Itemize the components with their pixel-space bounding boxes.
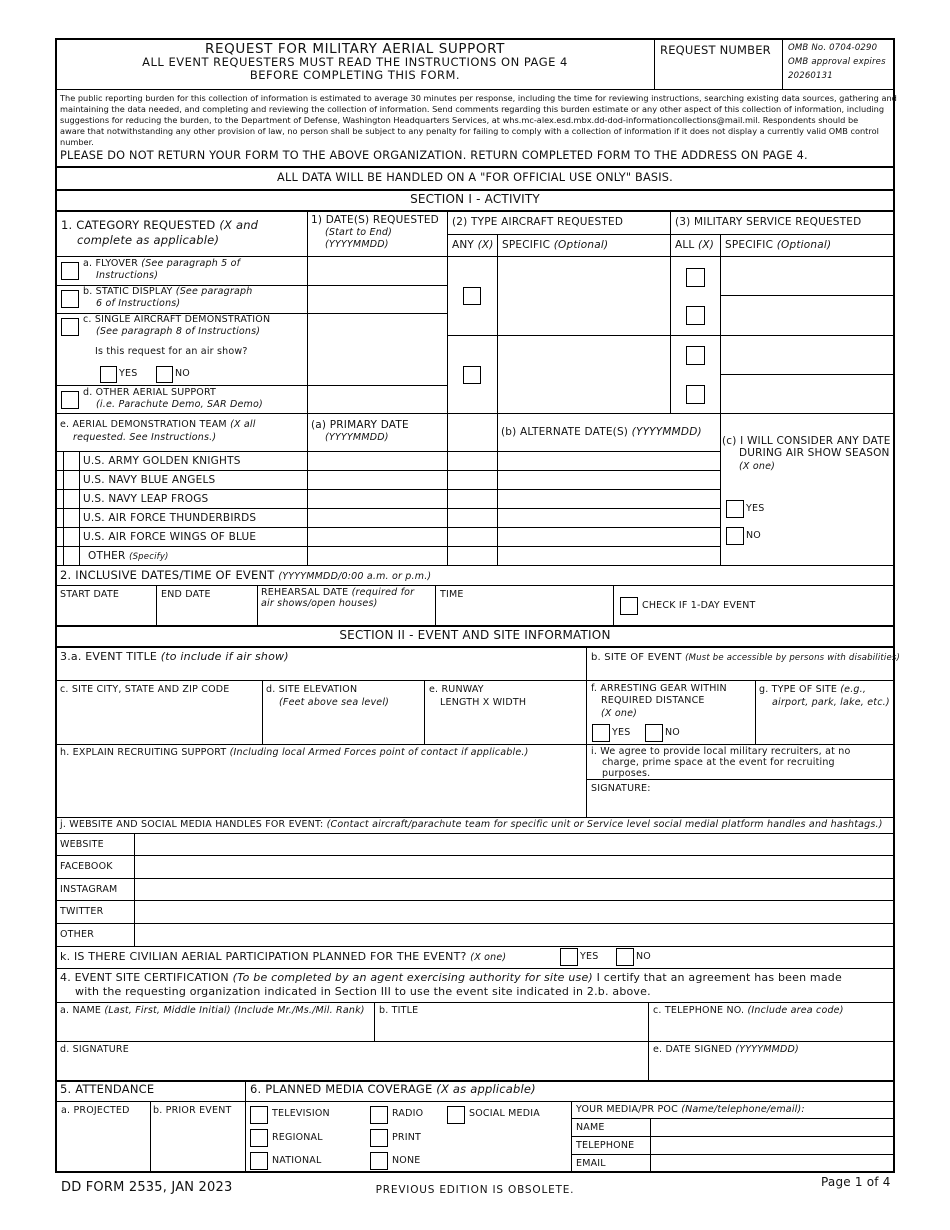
demo-team-sub: requested. See Instructions.): [73, 432, 217, 443]
instagram-label: INSTAGRAM: [60, 884, 118, 895]
team-blue-angels: U.S. NAVY BLUE ANGELS: [83, 474, 216, 486]
runway-label: e. RUNWAY: [429, 684, 484, 695]
service-all-checkbox-2[interactable]: [686, 306, 705, 325]
website-social-label: j. WEBSITE AND SOCIAL MEDIA HANDLES FOR EVENT: (Contact aircraft/parachute team for specific unit or Service level social medial platform handles and hashtags.): [60, 819, 883, 830]
site-cert-label: 4. EVENT SITE CERTIFICATION (To be completed by an agent exercising authority for site use) I certify that an agreement has been made: [60, 971, 842, 984]
category-requested-label: 1. CATEGORY REQUESTED (X and: [61, 218, 259, 232]
poc-email-label: EMAIL: [576, 1158, 606, 1169]
prior-event-label: b. PRIOR EVENT: [153, 1105, 232, 1116]
gear-no-checkbox[interactable]: [645, 724, 663, 742]
all-label: ALL (X): [675, 239, 715, 251]
site-of-event-label: b. SITE OF EVENT (Must be accessible by persons with disabilities): [591, 652, 901, 663]
civilian-yes-checkbox[interactable]: [560, 948, 578, 966]
facebook-label: FACEBOOK: [60, 861, 113, 872]
flyover-label: a. FLYOVER (See paragraph 5 of: [83, 258, 241, 269]
air-show-question: Is this request for an air show?: [95, 346, 248, 357]
omb-number: OMB No. 0704-0290: [788, 43, 878, 53]
consider-any-date-3: (X one): [739, 461, 776, 472]
consider-any-date-1: (c) I WILL CONSIDER ANY DATE: [722, 435, 891, 447]
radio-checkbox[interactable]: [370, 1106, 388, 1124]
consider-any-date-2: DURING AIR SHOW SEASON: [739, 447, 890, 459]
team-wings-of-blue: U.S. AIR FORCE WINGS OF BLUE: [83, 531, 257, 543]
gear-yes-checkbox[interactable]: [592, 724, 610, 742]
website-field[interactable]: [136, 834, 894, 855]
site-elevation-label: d. SITE ELEVATION: [266, 684, 358, 695]
request-number-field[interactable]: [656, 60, 780, 88]
any-label: ANY (X): [452, 239, 494, 251]
national-label: NATIONAL: [272, 1155, 322, 1166]
static-display-label: b. STATIC DISPLAY (See paragraph: [83, 286, 253, 297]
single-demo-checkbox[interactable]: [61, 318, 79, 336]
inclusive-dates-label: 2. INCLUSIVE DATES/TIME OF EVENT (YYYYMMDD/0:00 a.m. or p.m.): [60, 568, 432, 582]
burden-line-4: aware that notwithstanding any other provision of law, no person shall be subject to any penalty for failing to comply with a collection of information if it does not display a currently valid OMB control: [60, 126, 879, 136]
burden-line-5: number.: [60, 137, 94, 147]
poc-name-field[interactable]: [652, 1119, 894, 1135]
social-media-checkbox[interactable]: [447, 1106, 465, 1124]
flyover-checkbox[interactable]: [61, 262, 79, 280]
site-type-sub: airport, park, lake, etc.): [772, 697, 890, 708]
dates-requested-sub2: (YYYYMMDD): [325, 239, 389, 250]
recruiter-agree-3: purposes.: [602, 768, 651, 779]
one-day-checkbox[interactable]: [620, 597, 638, 615]
runway-sub: LENGTH X WIDTH: [440, 697, 527, 708]
site-elevation-sub: (Feet above sea level): [279, 697, 390, 708]
single-demo-label: c. SINGLE AIRCRAFT DEMONSTRATION: [83, 314, 271, 325]
gear-no-label: NO: [665, 727, 680, 738]
consider-yes-label: YES: [746, 503, 765, 514]
cert-name-label: a. NAME (Last, First, Middle Initial) (Include Mr./Ms./Mil. Rank): [60, 1005, 365, 1016]
omb-expires: OMB approval expires: [788, 57, 886, 67]
civilian-no-checkbox[interactable]: [616, 948, 634, 966]
site-type-label: g. TYPE OF SITE (e.g.,: [759, 684, 867, 695]
dates-requested-sub1: (Start to End): [325, 227, 393, 238]
cert-date-signed-label: e. DATE SIGNED (YYYYMMDD): [653, 1044, 799, 1055]
fouo-notice: ALL DATA WILL BE HANDLED ON A "FOR OFFICIAL USE ONLY" BASIS.: [277, 171, 673, 184]
regional-checkbox[interactable]: [250, 1129, 268, 1147]
social-media-label: SOCIAL MEDIA: [469, 1108, 540, 1119]
service-all-checkbox-3[interactable]: [686, 346, 705, 365]
none-checkbox[interactable]: [370, 1152, 388, 1170]
start-date-label: START DATE: [60, 589, 120, 600]
burden-line-2: maintaining the data needed, and completing and reviewing the collection of information. Send comments regarding this burden estimate or any other aspect of this collection of information, including: [60, 104, 885, 114]
civilian-participation-label: k. IS THERE CIVILIAN AERIAL PARTICIPATION PLANNED FOR THE EVENT? (X one): [60, 950, 507, 963]
primary-date-sub: (YYYYMMDD): [325, 432, 389, 443]
air-show-yes-label: YES: [119, 368, 138, 379]
team-thunderbirds: U.S. AIR FORCE THUNDERBIRDS: [83, 512, 257, 524]
demo-team-label: e. AERIAL DEMONSTRATION TEAM (X all: [60, 419, 256, 430]
aircraft-any-checkbox-1[interactable]: [463, 287, 481, 305]
omb-expires-date: 20260131: [788, 71, 833, 81]
consider-yes-checkbox[interactable]: [726, 500, 744, 518]
section-2-title: SECTION II - EVENT AND SITE INFORMATION: [339, 628, 611, 642]
other-support-sub: (i.e. Parachute Demo, SAR Demo): [96, 399, 263, 410]
flyover-label-2: Instructions): [96, 270, 159, 281]
rehearsal-date-sub: air shows/open houses): [261, 598, 378, 609]
form-title: REQUEST FOR MILITARY AERIAL SUPPORT: [205, 41, 505, 57]
other-support-label: d. OTHER AERIAL SUPPORT: [83, 387, 217, 398]
form-subtitle-1: ALL EVENT REQUESTERS MUST READ THE INSTRUCTIONS ON PAGE 4: [142, 55, 568, 69]
twitter-field[interactable]: [136, 901, 894, 922]
static-display-checkbox[interactable]: [61, 290, 79, 308]
print-checkbox[interactable]: [370, 1129, 388, 1147]
radio-label: RADIO: [392, 1108, 424, 1119]
twitter-label: TWITTER: [60, 906, 104, 917]
television-checkbox[interactable]: [250, 1106, 268, 1124]
attendance-label: 5. ATTENDANCE: [60, 1082, 155, 1096]
recruiter-signature-label: SIGNATURE:: [591, 783, 651, 794]
facebook-field[interactable]: [136, 856, 894, 877]
air-show-no-checkbox[interactable]: [156, 366, 173, 383]
team-leap-frogs: U.S. NAVY LEAP FROGS: [83, 493, 209, 505]
service-requested-label: (3) MILITARY SERVICE REQUESTED: [675, 216, 862, 228]
page-number: Page 1 of 4: [821, 1175, 891, 1189]
event-title-label: 3.a. EVENT TITLE (to include if air show): [60, 650, 289, 663]
single-demo-sub: (See paragraph 8 of Instructions): [96, 326, 261, 337]
poc-name-label: NAME: [576, 1122, 605, 1133]
recruiter-agree-2: charge, prime space at the event for recruiting: [602, 757, 835, 768]
team-golden-knights: U.S. ARMY GOLDEN KNIGHTS: [83, 455, 241, 467]
instagram-field[interactable]: [136, 879, 894, 900]
burden-line-3: suggestions for reducing the burden, to the Department of Defense, Washington Headquarters Services, at whs.mc-alex.esd.mbx.dd-dod-informationcollections@mail.mil. Respondents should be: [60, 115, 859, 125]
section-1-title: SECTION I - ACTIVITY: [410, 192, 540, 206]
civilian-yes-label: YES: [580, 951, 599, 962]
cert-phone-label: c. TELEPHONE NO. (Include area code): [653, 1005, 844, 1016]
request-number-label: REQUEST NUMBER: [660, 43, 771, 57]
one-day-label: CHECK IF 1-DAY EVENT: [642, 600, 756, 611]
arresting-gear-label-2: REQUIRED DISTANCE: [601, 695, 705, 706]
none-label: NONE: [392, 1155, 421, 1166]
cert-title-label: b. TITLE: [379, 1005, 419, 1016]
arresting-gear-label: f. ARRESTING GEAR WITHIN: [591, 683, 727, 694]
poc-email-field[interactable]: [652, 1155, 894, 1171]
form-subtitle-2: BEFORE COMPLETING THIS FORM.: [249, 68, 461, 82]
air-show-yes-checkbox[interactable]: [100, 366, 117, 383]
poc-telephone-label: TELEPHONE: [576, 1140, 635, 1151]
service-all-checkbox-1[interactable]: [686, 268, 705, 287]
aircraft-specific-label: SPECIFIC (Optional): [502, 239, 609, 251]
time-label: TIME: [440, 589, 464, 600]
obsolete-notice: PREVIOUS EDITION IS OBSOLETE.: [375, 1184, 575, 1196]
consider-no-checkbox[interactable]: [726, 527, 744, 545]
end-date-label: END DATE: [161, 589, 211, 600]
recruiting-label: h. EXPLAIN RECRUITING SUPPORT (Including local Armed Forces point of contact if applicable.): [60, 747, 529, 758]
team-other: OTHER (Specify): [88, 550, 169, 562]
return-notice: PLEASE DO NOT RETURN YOUR FORM TO THE ABOVE ORGANIZATION. RETURN COMPLETED FORM TO THE ADDRESS ON PAGE 4.: [60, 149, 808, 162]
projected-label: a. PROJECTED: [61, 1105, 130, 1116]
primary-date-label: (a) PRIMARY DATE: [311, 419, 409, 431]
consider-no-label: NO: [746, 530, 761, 541]
national-checkbox[interactable]: [250, 1152, 268, 1170]
media-poc-label: YOUR MEDIA/PR POC (Name/telephone/email):: [576, 1104, 805, 1115]
other-social-field[interactable]: [136, 924, 894, 945]
category-requested-sub: complete as applicable): [77, 233, 220, 247]
other-social-label: OTHER: [60, 929, 95, 940]
website-label: WEBSITE: [60, 839, 104, 850]
print-label: PRINT: [392, 1132, 422, 1143]
rehearsal-date-label: REHEARSAL DATE (required for: [261, 587, 415, 598]
site-cert-line-2: with the requesting organization indicated in Section III to use the event site indicated in 2.b. above.: [75, 985, 651, 998]
static-display-label-2: 6 of Instructions): [96, 298, 181, 309]
civilian-no-label: NO: [636, 951, 651, 962]
cert-signature-label: d. SIGNATURE: [60, 1044, 129, 1055]
gear-yes-label: YES: [612, 727, 631, 738]
media-coverage-label: 6. PLANNED MEDIA COVERAGE (X as applicable): [250, 1082, 536, 1096]
poc-telephone-field[interactable]: [652, 1137, 894, 1153]
aircraft-requested-label: (2) TYPE AIRCRAFT REQUESTED: [452, 216, 624, 228]
service-specific-label: SPECIFIC (Optional): [725, 239, 832, 251]
television-label: TELEVISION: [272, 1108, 330, 1119]
arresting-gear-sub: (X one): [601, 708, 638, 719]
other-support-checkbox[interactable]: [61, 391, 79, 409]
dates-requested-label: 1) DATE(S) REQUESTED: [311, 214, 439, 226]
regional-label: REGIONAL: [272, 1132, 323, 1143]
alternate-date-label: (b) ALTERNATE DATE(S) (YYYYMMDD): [501, 426, 702, 438]
site-city-label: c. SITE CITY, STATE AND ZIP CODE: [60, 684, 230, 695]
burden-line-1: The public reporting burden for this collection of information is estimated to average 30 minutes per response, including the time for reviewing instructions, searching existing data sources, gathering and: [60, 93, 897, 103]
aircraft-any-checkbox-2[interactable]: [463, 366, 481, 384]
form-identifier: DD FORM 2535, JAN 2023: [61, 1180, 233, 1195]
air-show-no-label: NO: [175, 368, 190, 379]
service-all-checkbox-4[interactable]: [686, 385, 705, 404]
recruiter-agree-1: i. We agree to provide local military recruiters, at no: [591, 746, 851, 757]
